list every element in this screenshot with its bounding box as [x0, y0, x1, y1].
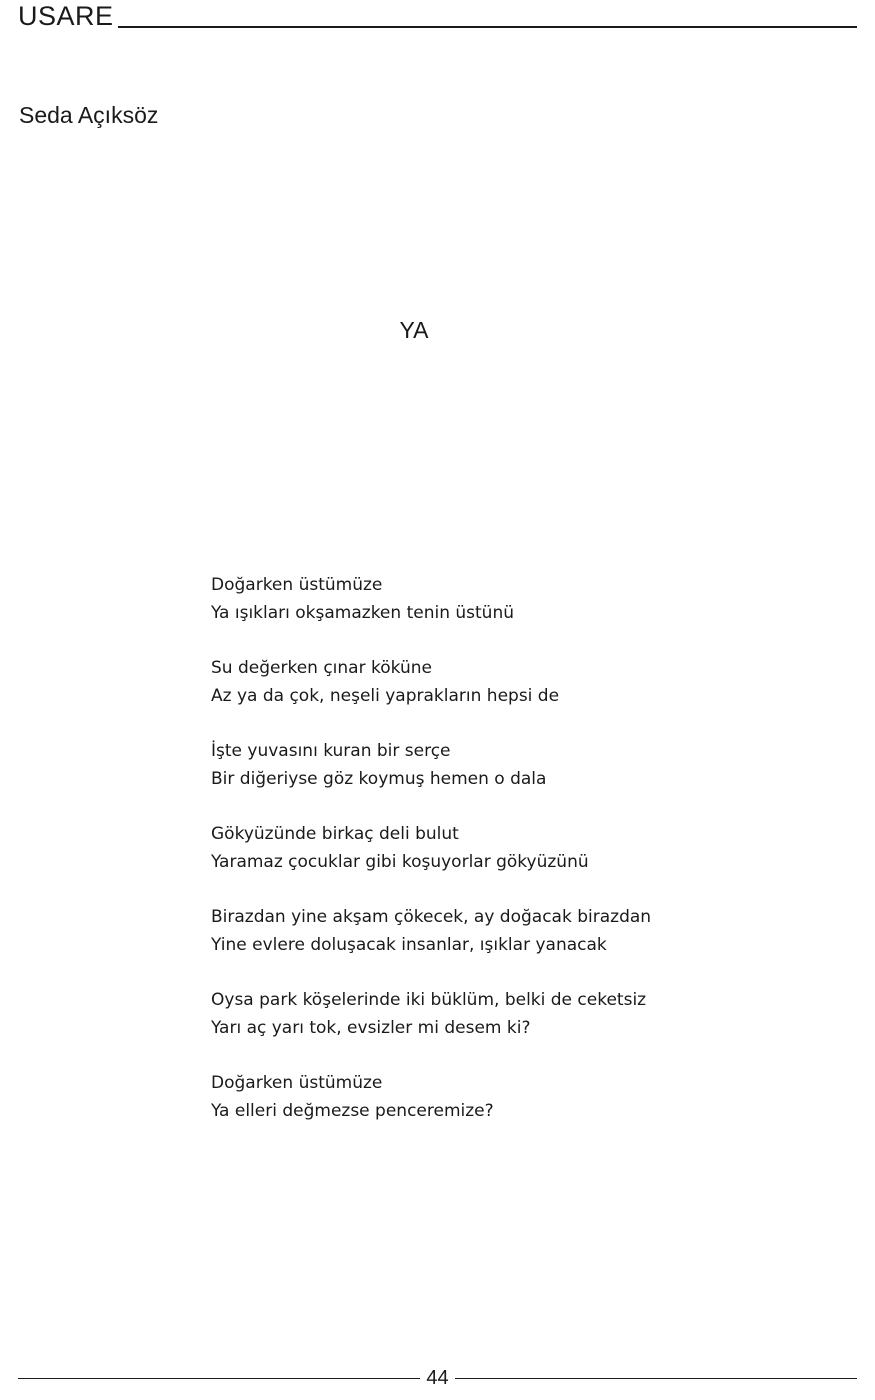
- poem-line: Yaramaz çocuklar gibi koşuyorlar gökyüzünü: [211, 852, 589, 872]
- stanza: [211, 737, 811, 793]
- poem-line: Oysa park köşelerinde iki büklüm, belki de ceketsiz: [211, 990, 647, 1010]
- poem-line: Yine evlere doluşacak insanlar, ışıklar yanacak: [211, 935, 607, 955]
- stanza: [211, 820, 811, 876]
- stanza: [211, 654, 811, 710]
- stanza: [211, 986, 811, 1042]
- poem-line: Doğarken üstümüze: [211, 1073, 383, 1093]
- poem-line: Yarı aç yarı tok, evsizler mi desem ki?: [211, 1018, 531, 1038]
- poem-line: İşte yuvasını kuran bir serçe: [211, 741, 451, 761]
- journal-name: USARE: [18, 1, 114, 31]
- page-number: 44: [426, 1367, 449, 1389]
- header-rule: [118, 26, 857, 28]
- footer-rule-right: [455, 1378, 857, 1379]
- poem-line: Ya elleri değmezse penceremize?: [211, 1101, 494, 1121]
- poem-line: Az ya da çok, neşeli yaprakların hepsi de: [211, 686, 560, 706]
- footer-rule-left: [18, 1378, 420, 1379]
- page-header: [18, 0, 857, 30]
- poem-line: Ya ışıkları okşamazken tenin üstünü: [211, 603, 514, 623]
- page-footer: [18, 1364, 857, 1392]
- poem-line: Bir diğeriyse göz koymuş hemen o dala: [211, 769, 547, 789]
- poem-line: Gökyüzünde birkaç deli bulut: [211, 824, 459, 844]
- poem-line: Doğarken üstümüze: [211, 575, 383, 595]
- stanza: [211, 571, 811, 627]
- author-name: Seda Açıksöz: [19, 102, 159, 128]
- poem-line: Su değerken çınar köküne: [211, 658, 432, 678]
- stanza: [211, 903, 811, 959]
- poem-body: [211, 571, 811, 1152]
- poem-line: Birazdan yine akşam çökecek, ay doğacak birazdan: [211, 907, 652, 927]
- stanza: [211, 1069, 811, 1125]
- poem-title: YA: [399, 317, 429, 343]
